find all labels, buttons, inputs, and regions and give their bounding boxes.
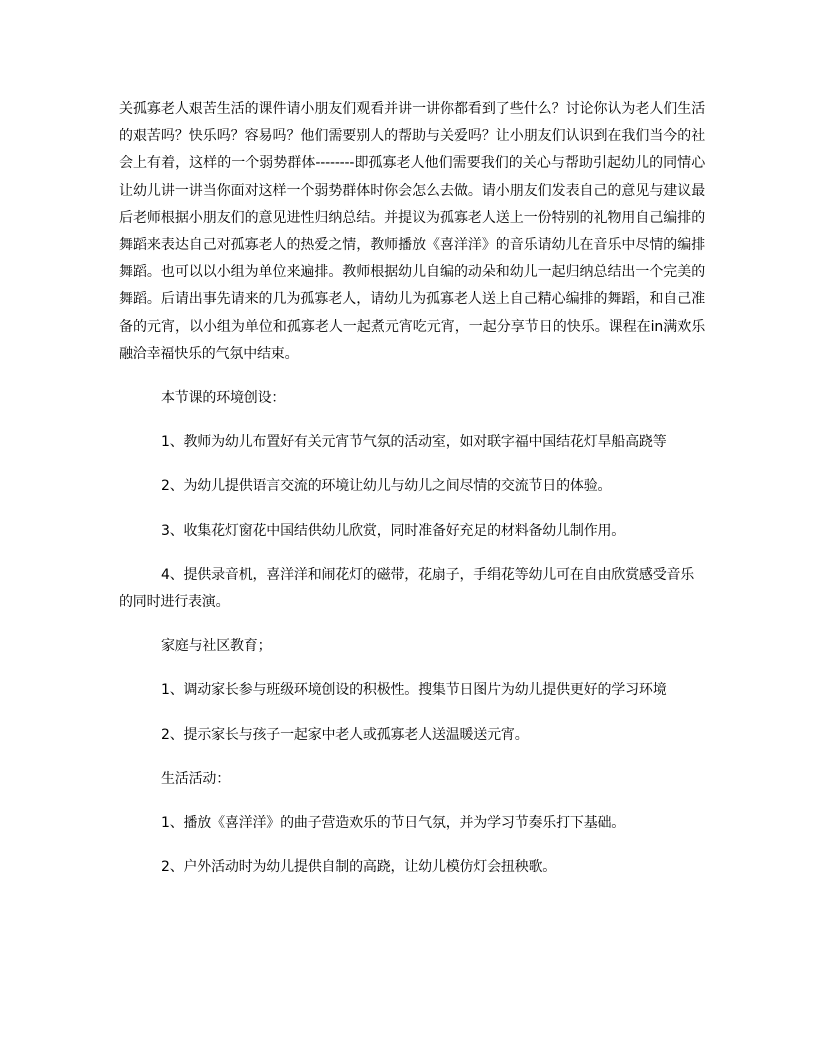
environment-item-2: 2、为幼儿提供语言交流的环境让幼儿与幼儿之间尽情的交流节日的体验。 — [161, 478, 612, 495]
family-heading: 家庭与社区教育； — [161, 638, 272, 655]
family-item-2: 2、提示家长与孩子一起家中老人或孤寡老人送温暖送元宵。 — [161, 726, 529, 743]
environment-item-4: 4、提供录音机，喜洋洋和闹花灯的磁带，花扇子，手绢花等幼儿可在自由欣赏感受音乐的同时进行表演。 — [119, 566, 695, 611]
family-item-1: 1、调动家长参与班级环境创设的积极性。搜集节日图片为幼儿提供更好的学习环境 — [161, 682, 667, 699]
life-heading: 生活活动： — [161, 770, 230, 787]
intro-paragraph: 关孤寡老人艰苦生活的课件请小朋友们观看并讲一讲你都看到了些什么？讨论你认为老人们生活的艰苦吗？快乐吗？容易吗？他们需要别人的帮助与关爱吗？让小朋友们认识到在我们当今的社会上有着，这样的一个弱势群体--------即孤寡老人他们需要我们的关心与帮助引起幼儿的同情心让幼儿讲一讲当你面对这样一个弱势群体时你会怎么去做。请小朋友们发表自己的意见与建议最后老师根据小朋友们的意见进性归纳总结。并提议为孤寡老人送上一份特别的礼物用自己编排的舞蹈来表达自己对孤寡老人的热爱之情，教师播放《喜洋洋》的音乐请幼儿在音乐中尽情的编排舞蹈。也可以以小组为单位来遍排。教师根据幼儿自编的动朵和幼儿一起归纳总结出一个完美的舞蹈。后请出事先请来的几为孤寡老人，请幼儿为孤寡老人送上自己精心编排的舞蹈，和自己准备的元宵，以小组为单位和孤寡老人一起煮元宵吃元宵，一起分享节日的快乐。课程在in满欢乐融洽幸福快乐的气氛中结束。 — [119, 101, 705, 362]
life-item-2: 2、户外活动时为幼儿提供自制的高跷，让幼儿模仿灯会扭秧歌。 — [161, 859, 557, 876]
environment-item-3: 3、收集花灯窗花中国结供幼儿欣赏，同时准备好充足的材料备幼儿制作用。 — [161, 522, 626, 539]
document-body — [119, 96, 705, 881]
life-item-1: 1、播放《喜洋洋》的曲子营造欢乐的节日气氛，并为学习节奏乐打下基础。 — [161, 815, 626, 832]
environment-heading: 本节课的环境创设： — [161, 390, 286, 407]
environment-item-1: 1、教师为幼儿布置好有关元宵节气氛的活动室，如对联字福中国结花灯旱船高跷等 — [161, 434, 667, 451]
